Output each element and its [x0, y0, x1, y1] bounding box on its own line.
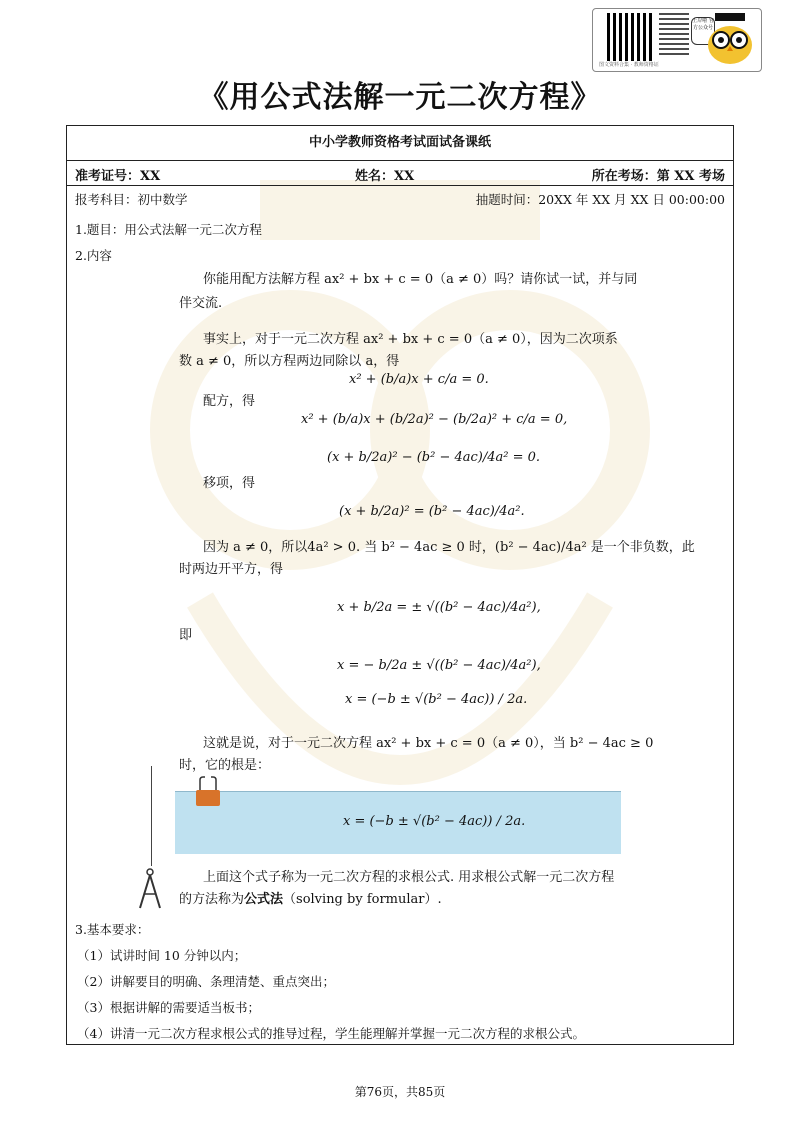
content-label: 2.内容 — [75, 248, 112, 263]
paragraph-1a: 你能用配方法解方程 ax² + bx + c = 0（a ≠ 0）吗？请你试一试，并与同 — [203, 272, 638, 287]
paragraph-4b: 时，它的根是： — [179, 758, 271, 773]
equation-5: x + b/2a = ± √((b² − 4ac)/4a²), — [337, 600, 541, 615]
requirements-label: 3.基本要求： — [75, 922, 150, 937]
paragraph-5b-post: （solving by formular）. — [283, 892, 442, 907]
subject-row — [67, 184, 733, 206]
complete-square-label: 配方，得 — [203, 394, 256, 409]
formula-method-term: 公式法 — [244, 892, 284, 907]
paragraph-2b: 数 a ≠ 0，所以方程两边同除以 a，得 — [179, 354, 400, 369]
paragraph-4a: 这就是说，对于一元二次方程 ax² + bx + c = 0（a ≠ 0），当 b² − 4ac ≥ 0 — [203, 736, 654, 751]
equation-4: (x + b/2a)² = (b² − 4ac)/4a². — [339, 504, 525, 519]
requirement-item: （3）根据讲解的需要适当板书； — [77, 1000, 260, 1015]
requirement-item: （1）试讲时间 10 分钟以内； — [77, 948, 247, 963]
root-formula: x = (−b ± √(b² − 4ac)) / 2a. — [343, 814, 526, 829]
exam-venue: 所在考场：第 XX 考场 — [591, 169, 725, 184]
document-title: 《用公式法解一元二次方程》 — [198, 80, 602, 115]
root-formula-box — [175, 791, 621, 854]
topic-line: 1.题目：用公式法解一元二次方程 — [75, 222, 262, 237]
exam-number: 准考证号：XX — [75, 169, 161, 184]
equation-7: x = (−b ± √(b² − 4ac)) / 2a. — [345, 692, 528, 707]
paragraph-5b-pre: 的方法称为 — [179, 892, 245, 907]
namely-label: 即 — [179, 628, 193, 643]
lesson-prep-sheet — [66, 125, 734, 1045]
equation-3: (x + b/2a)² − (b² − 4ac)/4a² = 0. — [327, 450, 541, 465]
binder-clip-icon — [195, 776, 221, 808]
candidate-name: 姓名：XX — [355, 169, 415, 184]
compass-guide-line — [151, 766, 152, 866]
compass-icon — [137, 866, 163, 910]
page-footer: 第76页，共85页 — [354, 1085, 446, 1099]
brand-footer-text: 图文资料合集 · 教师资格证 — [599, 62, 659, 68]
candidate-info-row — [67, 160, 733, 186]
transpose-label: 移项，得 — [203, 476, 256, 491]
brand-qr-box — [592, 8, 762, 72]
paragraph-2a: 事实上，对于一元二次方程 ax² + bx + c = 0（a ≠ 0），因为二次项系 — [203, 332, 618, 347]
speech-bubble: 上岸啦 官方公众号 — [691, 17, 715, 45]
paragraph-5a: 上面这个式子称为一元二次方程的求根公式. 用求根公式解一元二次方程 — [203, 870, 615, 885]
equation-1: x² + (b/a)x + c/a = 0. — [349, 372, 489, 387]
paragraph-3b: 时两边开平方，得 — [179, 562, 284, 577]
owl-mascot-icon — [705, 13, 755, 65]
sheet-header-title: 中小学教师资格考试面试备课纸 — [308, 135, 491, 150]
qr-code-icon — [607, 13, 655, 61]
qr-code-small-icon — [659, 13, 689, 55]
equation-6: x = − b/2a ± √((b² − 4ac)/4a²), — [337, 658, 541, 673]
paragraph-3a: 因为 a ≠ 0，所以4a² > 0. 当 b² − 4ac ≥ 0 时，(b² − 4ac)/4a² 是一个非负数，此 — [203, 540, 695, 555]
paragraph-1b: 伴交流. — [179, 296, 223, 311]
requirement-item: （4）讲清一元二次方程求根公式的推导过程，学生能理解并掌握一元二次方程的求根公式。 — [77, 1026, 585, 1041]
requirement-item: （2）讲解要目的明确、条理清楚、重点突出； — [77, 974, 335, 989]
equation-2: x² + (b/a)x + (b/2a)² − (b/2a)² + c/a = 0, — [301, 412, 568, 427]
subject: 报考科目：初中数学 — [75, 192, 188, 207]
paragraph-5b — [179, 888, 442, 907]
draw-time: 抽题时间：20XX 年 XX 月 XX 日 00:00:00 — [475, 192, 725, 207]
